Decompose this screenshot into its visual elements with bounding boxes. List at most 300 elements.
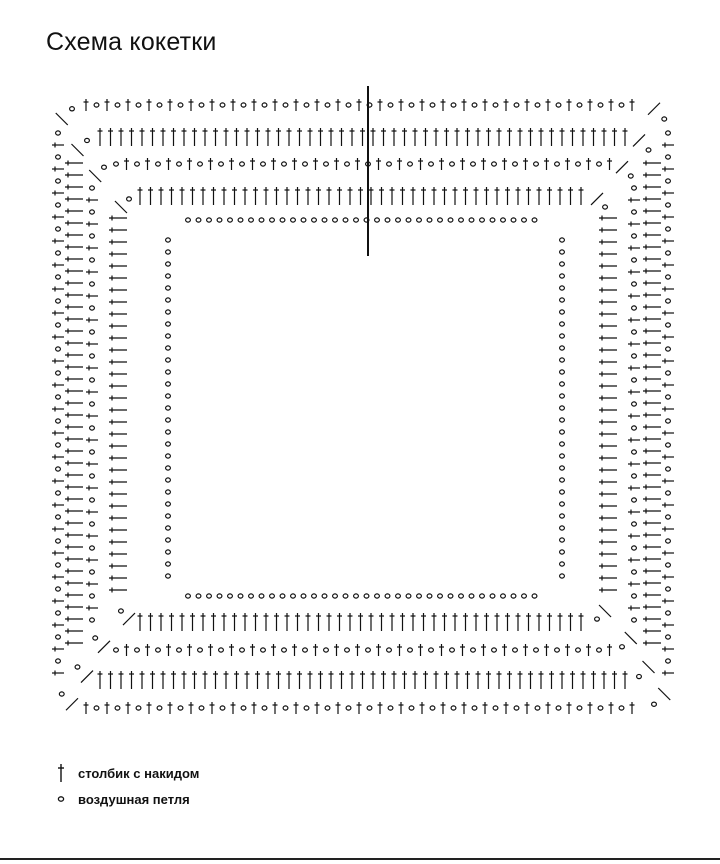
chain-stitch-icon — [560, 286, 565, 290]
chain-stitch-icon — [560, 238, 565, 242]
chain-stitch-icon — [472, 103, 477, 107]
chain-stitch-icon — [471, 648, 476, 652]
chain-stitch-icon — [666, 395, 671, 399]
chain-stitch-icon — [304, 103, 309, 107]
chain-stitch-icon — [56, 131, 61, 135]
chain-stitch-icon — [459, 594, 464, 598]
corner-stitch-icon — [98, 641, 110, 653]
legend-label-treble: столбик с накидом — [78, 765, 200, 781]
chain-stitch-icon — [90, 258, 95, 262]
corner-stitch-icon — [648, 103, 660, 115]
chain-stitch-icon — [385, 594, 390, 598]
chain-stitch-icon — [322, 594, 327, 598]
chain-stitch-icon — [166, 298, 171, 302]
chain-stitch-icon — [259, 594, 264, 598]
chain-stitch-icon — [632, 210, 637, 214]
chain-stitch-icon — [560, 466, 565, 470]
chain-stitch-icon — [666, 155, 671, 159]
chain-stitch-icon — [166, 466, 171, 470]
chain-stitch-icon — [261, 648, 266, 652]
chain-stitch-icon — [560, 406, 565, 410]
chain-stitch-icon — [56, 323, 61, 327]
chain-stitch-icon — [93, 636, 98, 640]
chain-stitch-icon — [177, 648, 182, 652]
chain-stitch-icon — [666, 371, 671, 375]
chain-stitch-icon — [282, 162, 287, 166]
chain-stitch-icon — [261, 162, 266, 166]
chain-stitch-icon — [166, 406, 171, 410]
corner-stitch-icon — [56, 113, 68, 125]
chain-stitch-icon — [219, 162, 224, 166]
chain-stitch-icon — [666, 491, 671, 495]
chain-stitch-icon — [632, 282, 637, 286]
chain-stitch-icon — [598, 103, 603, 107]
chain-stitch-icon — [312, 594, 317, 598]
chain-stitch-icon — [560, 322, 565, 326]
corner-stitch-icon — [658, 688, 670, 700]
chain-stitch-icon — [56, 659, 61, 663]
chain-stitch-icon — [240, 648, 245, 652]
chain-stitch-icon — [513, 648, 518, 652]
chart-rounds — [52, 99, 674, 714]
chain-stitch-icon — [666, 227, 671, 231]
chain-stitch-icon — [115, 706, 120, 710]
chain-stitch-icon — [438, 594, 443, 598]
chain-stitch-icon — [59, 692, 64, 696]
corner-stitch-icon — [115, 201, 127, 213]
chain-stitch-icon — [166, 358, 171, 362]
chain-stitch-icon — [56, 443, 61, 447]
chain-stitch-icon — [166, 454, 171, 458]
chain-stitch-icon — [156, 162, 161, 166]
chain-stitch-icon — [522, 218, 527, 222]
chain-stitch-icon — [375, 594, 380, 598]
corner-stitch-icon — [71, 144, 83, 156]
chain-stitch-icon — [560, 478, 565, 482]
chain-stitch-icon — [652, 702, 657, 706]
chain-stitch-icon — [469, 218, 474, 222]
chain-stitch-icon — [324, 162, 329, 166]
chain-stitch-icon — [511, 218, 516, 222]
chain-stitch-icon — [560, 262, 565, 266]
chain-stitch-icon — [262, 706, 267, 710]
chain-stitch-icon — [90, 186, 95, 190]
chain-stitch-icon — [513, 162, 518, 166]
chain-stitch-icon — [532, 594, 537, 598]
chain-stitch-icon — [560, 310, 565, 314]
chain-stitch-icon — [186, 594, 191, 598]
chain-stitch-icon — [490, 594, 495, 598]
chain-stitch-icon — [90, 546, 95, 550]
chain-stitch-icon — [291, 594, 296, 598]
chain-stitch-icon — [262, 103, 267, 107]
chain-stitch-icon — [56, 467, 61, 471]
chain-stitch-icon — [196, 594, 201, 598]
chain-stitch-icon — [198, 648, 203, 652]
chain-stitch-icon — [166, 394, 171, 398]
chain-stitch-icon — [199, 706, 204, 710]
chain-stitch-icon — [166, 442, 171, 446]
chain-stitch-icon — [490, 218, 495, 222]
chain-stitch-icon — [429, 162, 434, 166]
chain-stitch-icon — [241, 706, 246, 710]
chain-stitch-icon — [396, 218, 401, 222]
chain-stitch-icon — [560, 418, 565, 422]
chain-stitch-icon — [56, 635, 61, 639]
chain-stitch-icon — [94, 103, 99, 107]
chain-stitch-icon — [632, 186, 637, 190]
chain-stitch-icon — [450, 162, 455, 166]
chain-stitch-icon — [90, 330, 95, 334]
chain-stitch-icon — [56, 563, 61, 567]
chain-stitch-icon — [620, 645, 625, 649]
chain-stitch-icon — [560, 562, 565, 566]
chain-stitch-icon — [90, 594, 95, 598]
chain-stitch-icon — [166, 262, 171, 266]
chain-stitch-icon — [560, 454, 565, 458]
chain-stitch-icon — [666, 587, 671, 591]
chain-stitch-icon — [666, 299, 671, 303]
chain-stitch-icon — [560, 382, 565, 386]
chain-stitch-icon — [408, 648, 413, 652]
chain-stitch-icon — [177, 162, 182, 166]
chain-stitch-icon — [166, 346, 171, 350]
chain-stitch-icon — [387, 162, 392, 166]
chain-stitch-icon — [90, 282, 95, 286]
chain-stitch-icon — [166, 382, 171, 386]
diagram-title: Схема кокетки — [46, 28, 217, 56]
chain-stitch-icon — [560, 514, 565, 518]
chain-stitch-icon — [632, 450, 637, 454]
chain-stitch-icon — [136, 706, 141, 710]
chain-stitch-icon — [156, 648, 161, 652]
chain-stitch-icon — [75, 665, 80, 669]
chain-stitch-icon — [166, 562, 171, 566]
chain-stitch-icon — [666, 251, 671, 255]
corner-stitch-icon — [123, 613, 135, 625]
chain-stitch-icon — [576, 162, 581, 166]
chain-stitch-icon — [501, 218, 506, 222]
chain-stitch-icon — [535, 706, 540, 710]
corner-stitch-icon — [66, 698, 78, 710]
corner-stitch-icon — [625, 632, 637, 644]
chain-stitch-icon — [535, 103, 540, 107]
chain-stitch-icon — [166, 526, 171, 530]
chain-stitch-icon — [560, 370, 565, 374]
chain-stitch-icon — [598, 706, 603, 710]
chain-stitch-icon — [666, 539, 671, 543]
chain-stitch-icon — [619, 706, 624, 710]
chain-stitch-icon — [119, 609, 124, 613]
chain-stitch-icon — [632, 258, 637, 262]
chain-stitch-icon — [283, 706, 288, 710]
chain-stitch-icon — [492, 162, 497, 166]
chain-stitch-icon — [90, 522, 95, 526]
chain-stitch-icon — [480, 594, 485, 598]
chain-stitch-icon — [560, 490, 565, 494]
chain-stitch-icon — [56, 299, 61, 303]
chain-stitch-icon — [662, 117, 667, 121]
chain-stitch-icon — [666, 131, 671, 135]
chain-stitch-icon — [560, 538, 565, 542]
chain-stitch-icon — [430, 103, 435, 107]
chain-stitch-icon — [291, 218, 296, 222]
chain-stitch-icon — [417, 594, 422, 598]
chain-stitch-icon — [220, 706, 225, 710]
chain-stitch-icon — [90, 426, 95, 430]
chain-stitch-icon — [56, 251, 61, 255]
chain-stitch-icon — [166, 430, 171, 434]
chain-stitch-icon — [56, 587, 61, 591]
chain-stitch-icon — [632, 426, 637, 430]
chain-stitch-icon — [666, 419, 671, 423]
chain-stitch-icon — [166, 370, 171, 374]
chain-stitch-icon — [577, 103, 582, 107]
chain-stitch-icon — [166, 574, 171, 578]
chain-stitch-icon — [603, 205, 608, 209]
chain-stitch-icon — [303, 162, 308, 166]
chain-stitch-icon — [303, 648, 308, 652]
chain-stitch-icon — [90, 402, 95, 406]
chain-stitch-icon — [632, 618, 637, 622]
chain-stitch-icon — [166, 310, 171, 314]
chain-stitch-icon — [90, 378, 95, 382]
chain-stitch-icon — [90, 210, 95, 214]
chain-stitch-icon — [480, 218, 485, 222]
treble-crochet-icon — [48, 763, 74, 783]
chain-stitch-icon — [492, 648, 497, 652]
chain-stitch-icon — [387, 648, 392, 652]
chain-stitch-icon — [240, 162, 245, 166]
chain-stitch-icon — [280, 594, 285, 598]
chain-stitch-icon — [90, 306, 95, 310]
chain-stitch-icon — [427, 218, 432, 222]
chain-stitch-icon — [56, 347, 61, 351]
chain-stitch-icon — [409, 103, 414, 107]
chain-stitch-icon — [166, 514, 171, 518]
chain-stitch-icon — [560, 394, 565, 398]
chain-stitch-icon — [560, 346, 565, 350]
chain-stitch-icon — [166, 550, 171, 554]
chain-stitch-icon — [70, 107, 75, 111]
chain-stitch-icon — [417, 218, 422, 222]
chain-stitch-icon — [270, 218, 275, 222]
chain-stitch-icon — [166, 538, 171, 542]
chain-stitch-icon — [207, 218, 212, 222]
legend-item-treble — [48, 760, 199, 786]
chain-stitch-icon — [511, 594, 516, 598]
chain-stitch-icon — [514, 103, 519, 107]
chain-stitch-icon — [114, 162, 119, 166]
chain-stitch-icon — [560, 526, 565, 530]
chain-stitch-icon — [396, 594, 401, 598]
chain-stitch-icon — [666, 563, 671, 567]
chain-stitch-icon — [345, 162, 350, 166]
chain-stitch-icon — [166, 418, 171, 422]
chain-stitch-icon — [325, 706, 330, 710]
chain-stitch-icon — [666, 611, 671, 615]
chain-stitch-icon — [501, 594, 506, 598]
chain-stitch-icon — [90, 618, 95, 622]
chain-stitch-icon — [166, 250, 171, 254]
chain-stitch-icon — [324, 648, 329, 652]
chain-stitch-icon — [666, 179, 671, 183]
chain-stitch-icon — [56, 395, 61, 399]
chain-stitch-icon — [375, 218, 380, 222]
chain-stitch-icon — [157, 706, 162, 710]
chain-stitch-icon — [90, 498, 95, 502]
chain-stitch-icon — [560, 430, 565, 434]
chain-stitch-icon — [48, 793, 74, 805]
chain-stitch-icon — [560, 502, 565, 506]
chain-stitch-icon — [666, 635, 671, 639]
chain-stitch-icon — [576, 648, 581, 652]
chain-stitch-icon — [135, 648, 140, 652]
corner-stitch-icon — [591, 193, 603, 205]
chain-stitch-icon — [560, 250, 565, 254]
chain-stitch-icon — [241, 103, 246, 107]
chain-stitch-icon — [556, 103, 561, 107]
chain-stitch-icon — [228, 218, 233, 222]
chain-stitch-icon — [619, 103, 624, 107]
chain-stitch-icon — [632, 570, 637, 574]
chain-stitch-icon — [56, 539, 61, 543]
chain-stitch-icon — [637, 674, 642, 678]
chain-stitch-icon — [207, 594, 212, 598]
chain-stitch-icon — [346, 103, 351, 107]
chain-stitch-icon — [343, 218, 348, 222]
corner-stitch-icon — [89, 170, 101, 182]
chain-stitch-icon — [135, 162, 140, 166]
chain-stitch-icon — [406, 218, 411, 222]
chain-stitch-icon — [597, 648, 602, 652]
chain-stitch-icon — [646, 148, 651, 152]
chain-stitch-icon — [333, 594, 338, 598]
chain-stitch-icon — [632, 498, 637, 502]
chain-stitch-icon — [632, 402, 637, 406]
chain-stitch-icon — [364, 594, 369, 598]
chain-stitch-icon — [385, 218, 390, 222]
chain-stitch-icon — [196, 218, 201, 222]
chain-stitch-icon — [56, 179, 61, 183]
legend — [48, 760, 199, 812]
chain-stitch-icon — [427, 594, 432, 598]
chain-stitch-icon — [632, 378, 637, 382]
chain-stitch-icon — [534, 162, 539, 166]
chain-stitch-icon — [632, 474, 637, 478]
chain-stitch-icon — [90, 570, 95, 574]
chain-stitch-icon — [560, 334, 565, 338]
corner-stitch-icon — [599, 605, 611, 617]
chain-stitch-icon — [102, 165, 107, 169]
chain-stitch-icon — [406, 594, 411, 598]
chain-stitch-icon — [56, 491, 61, 495]
chain-stitch-icon — [198, 162, 203, 166]
chain-stitch-icon — [451, 103, 456, 107]
chain-stitch-icon — [178, 706, 183, 710]
chain-stitch-icon — [448, 594, 453, 598]
chain-stitch-icon — [90, 450, 95, 454]
chain-stitch-icon — [259, 218, 264, 222]
chain-stitch-icon — [166, 286, 171, 290]
chain-stitch-icon — [325, 103, 330, 107]
chain-stitch-icon — [430, 706, 435, 710]
chain-stitch-icon — [493, 706, 498, 710]
chain-stitch-icon — [534, 648, 539, 652]
chain-stitch-icon — [249, 594, 254, 598]
chain-stitch-icon — [560, 550, 565, 554]
chain-stitch-icon — [514, 706, 519, 710]
chain-stitch-icon — [632, 354, 637, 358]
chain-stitch-icon — [448, 218, 453, 222]
corner-stitch-icon — [643, 661, 655, 673]
chain-stitch-icon — [178, 103, 183, 107]
chain-stitch-icon — [450, 648, 455, 652]
chain-stitch-icon — [228, 594, 233, 598]
chain-stitch-icon — [438, 218, 443, 222]
chain-stitch-icon — [632, 306, 637, 310]
chain-stitch-icon — [560, 298, 565, 302]
chain-stitch-icon — [85, 138, 90, 142]
chain-stitch-icon — [451, 706, 456, 710]
chain-stitch-icon — [220, 103, 225, 107]
chain-stitch-icon — [157, 103, 162, 107]
chain-stitch-icon — [115, 103, 120, 107]
chain-stitch-icon — [666, 515, 671, 519]
chain-stitch-icon — [186, 218, 191, 222]
chain-stitch-icon — [90, 354, 95, 358]
chain-stitch-icon — [632, 546, 637, 550]
chain-stitch-icon — [56, 227, 61, 231]
chain-stitch-icon — [472, 706, 477, 710]
chain-stitch-icon — [632, 522, 637, 526]
chain-stitch-icon — [238, 218, 243, 222]
chain-stitch-icon — [577, 706, 582, 710]
chain-stitch-icon — [56, 371, 61, 375]
chain-stitch-icon — [94, 706, 99, 710]
chain-stitch-icon — [346, 706, 351, 710]
legend-item-chain — [48, 786, 199, 812]
chain-stitch-icon — [166, 334, 171, 338]
chain-stitch-icon — [666, 659, 671, 663]
chain-stitch-icon — [666, 275, 671, 279]
corner-stitch-icon — [633, 134, 645, 146]
chain-stitch-icon — [56, 155, 61, 159]
chain-stitch-icon — [136, 103, 141, 107]
chain-stitch-icon — [282, 648, 287, 652]
chain-stitch-icon — [408, 162, 413, 166]
chain-stitch-icon — [388, 706, 393, 710]
chain-stitch-icon — [628, 174, 633, 178]
chain-stitch-icon — [301, 594, 306, 598]
chain-stitch-icon — [312, 218, 317, 222]
chain-stitch-icon — [367, 706, 372, 710]
chain-stitch-icon — [56, 419, 61, 423]
chain-stitch-icon — [345, 648, 350, 652]
chain-stitch-icon — [560, 442, 565, 446]
chain-stitch-icon — [90, 234, 95, 238]
chain-stitch-icon — [666, 323, 671, 327]
chain-stitch-icon — [366, 648, 371, 652]
chain-stitch-icon — [114, 648, 119, 652]
chain-stitch-icon — [493, 103, 498, 107]
chain-stitch-icon — [560, 274, 565, 278]
chain-stitch-icon — [166, 322, 171, 326]
chain-stitch-icon — [354, 594, 359, 598]
chain-stitch-icon — [560, 358, 565, 362]
chain-stitch-icon — [238, 594, 243, 598]
chain-stitch-icon — [469, 594, 474, 598]
